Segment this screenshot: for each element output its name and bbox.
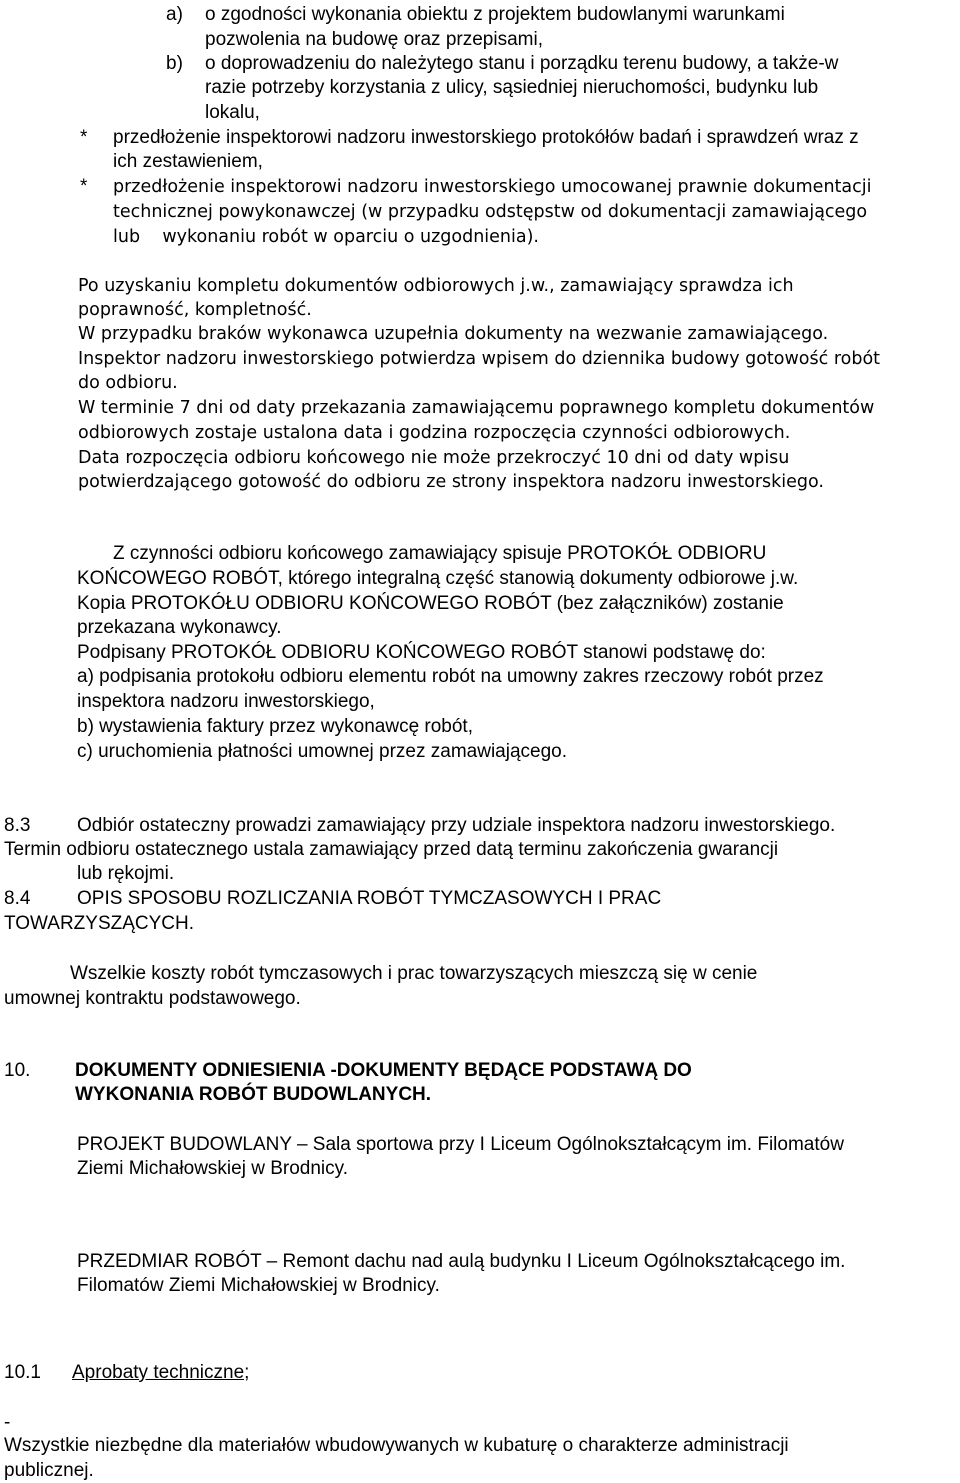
section-8-4-title: OPIS SPOSOBU ROZLICZANIA ROBÓT TYMCZASOWYCH I PRAC <box>77 888 662 909</box>
para1-line-3: W przypadku braków wykonawca uzupełnia dokumenty na wezwanie zamawiającego. <box>78 324 829 344</box>
section-10-1-title: Aprobaty techniczne; <box>72 1362 250 1383</box>
bullet-2-line-3: lub wykonaniu robót w oparciu o uzgodnienia). <box>113 227 539 247</box>
bullet-marker-1: * <box>80 127 88 148</box>
section-10-1-para-line-1: Wszystkie niezbędne dla materiałów wbudowywanych w kubaturę o charakterze administracji <box>4 1435 789 1456</box>
project-reference-line-2: Ziemi Michałowskiej w Brodnicy. <box>77 1158 348 1179</box>
para1-line-4: Inspektor nadzoru inwestorskiego potwierdza wpisem do dziennika budowy gotowość robót <box>78 349 881 369</box>
project-reference-line-1: PROJEKT BUDOWLANY – Sala sportowa przy I Liceum Ogólnokształcącym im. Filomatów <box>77 1134 844 1155</box>
section-8-4-title-line-2: TOWARZYSZĄCYCH. <box>4 913 195 934</box>
bullet-2-line-2: technicznej powykonawczej (w przypadku odstępstw od dokumentacji zamawiającego <box>113 202 868 222</box>
list-item-b-line-1: o doprowadzeniu do należytego stanu i porządku terenu budowy, a także-w <box>205 53 839 74</box>
section-8-4-number: 8.4 <box>4 888 31 909</box>
list-item-a-line-2: pozwolenia na budowę oraz przepisami, <box>205 29 543 50</box>
section-8-4-para-line-1: Wszelkie koszty robót tymczasowych i prac towarzyszących mieszczą się w cenie <box>70 963 758 984</box>
dash-marker: - <box>4 1412 11 1433</box>
section-10-title-line-2: WYKONANIA ROBÓT BUDOWLANYCH. <box>75 1084 432 1105</box>
para2-line-2: KOŃCOWEGO ROBÓT, którego integralną część stanowią dokumenty odbiorowe j.w. <box>77 568 799 589</box>
section-8-3-line-2: Termin odbioru ostatecznego ustala zamawiający przed datą terminu zakończenia gwarancji <box>4 839 779 860</box>
section-10-1-para-line-2: publicznej. <box>4 1460 94 1481</box>
para1-line-5: do odbioru. <box>78 373 178 393</box>
section-10-title-line-1: DOKUMENTY ODNIESIENIA -DOKUMENTY BĘDĄCE PODSTAWĄ DO <box>75 1060 692 1081</box>
para1-line-2: poprawność, kompletność. <box>78 300 312 320</box>
bullet-2-line-1: przedłożenie inspektorowi nadzoru inwestorskiego umocowanej prawnie dokumentacji <box>113 177 872 197</box>
section-8-3-number: 8.3 <box>4 815 31 836</box>
section-10-1-number: 10.1 <box>4 1362 41 1383</box>
list-item-b-line-2: razie potrzeby korzystania z ulicy, sąsiedniej nieruchomości, budynku lub <box>205 77 819 98</box>
para2-line-5: Podpisany PROTOKÓŁ ODBIORU KOŃCOWEGO ROBÓT stanowi podstawę do: <box>77 642 766 663</box>
bill-of-quantities-line-1: PRZEDMIAR ROBÓT – Remont dachu nad aulą budynku I Liceum Ogólnokształcącego im. <box>77 1251 846 1272</box>
para2-line-3: Kopia PROTOKÓŁU ODBIORU KOŃCOWEGO ROBÓT (bez załączników) zostanie <box>77 593 784 614</box>
para2-line-6: a) podpisania protokołu odbioru elementu robót na umowny zakres rzeczowy robót przez <box>77 666 824 687</box>
list-marker-b: b) <box>166 53 183 74</box>
list-item-a-line-1: o zgodności wykonania obiektu z projektem budowlanymi warunkami <box>205 4 785 25</box>
list-item-b-line-3: lokalu, <box>205 102 260 123</box>
para2-line-8: b) wystawienia faktury przez wykonawcę robót, <box>77 716 473 737</box>
para2-line-4: przekazana wykonawcy. <box>77 617 282 638</box>
section-8-4-para-line-2: umownej kontraktu podstawowego. <box>4 988 301 1009</box>
para1-line-1: Po uzyskaniu kompletu dokumentów odbiorowych j.w., zamawiający sprawdza ich <box>78 276 794 296</box>
section-8-3-line-3: lub rękojmi. <box>77 863 175 884</box>
section-10-number: 10. <box>4 1060 31 1081</box>
bullet-1-line-2: ich zestawieniem, <box>113 151 263 172</box>
list-marker-a: a) <box>166 4 183 25</box>
para2-line-7: inspektora nadzoru inwestorskiego, <box>77 691 375 712</box>
para1-line-7: odbiorowych zostaje ustalona data i godzina rozpoczęcia czynności odbiorowych. <box>78 423 791 443</box>
bullet-1-line-1: przedłożenie inspektorowi nadzoru inwestorskiego protokółów badań i sprawdzeń wraz z <box>113 127 859 148</box>
para1-line-9: potwierdzającego gotowość do odbioru ze strony inspektora nadzoru inwestorskiego. <box>78 472 824 492</box>
bullet-marker-2: * <box>80 176 88 197</box>
bill-of-quantities-line-2: Filomatów Ziemi Michałowskiej w Brodnicy. <box>77 1275 440 1296</box>
para2-line-9: c) uruchomienia płatności umownej przez zamawiającego. <box>77 741 568 762</box>
para1-line-6: W terminie 7 dni od daty przekazania zamawiającemu poprawnego kompletu dokumentów <box>78 398 875 418</box>
para2-line-1: Z czynności odbioru końcowego zamawiający spisuje PROTOKÓŁ ODBIORU <box>113 543 767 564</box>
section-8-3-title: Odbiór ostateczny prowadzi zamawiający przy udziale inspektora nadzoru inwestorskiego. <box>77 815 836 836</box>
para1-line-8: Data rozpoczęcia odbioru końcowego nie może przekroczyć 10 dni od daty wpisu <box>78 448 790 468</box>
